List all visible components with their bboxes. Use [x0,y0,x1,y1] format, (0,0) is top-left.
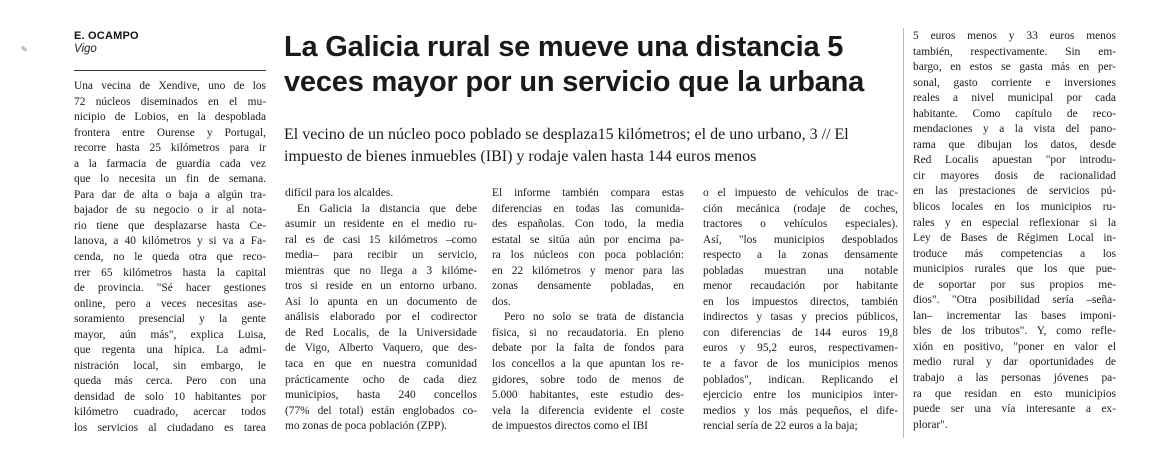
text-line: mendaciones y a la vista del pano- [913,123,1116,136]
text-line: dios". "Otra posibilidad sería –seña- [913,294,1116,307]
text-line: prácticamente ocho de cada diez [285,373,477,386]
text-line: tros si reside en un entorno urbano. [285,280,477,293]
article-column-5 [913,29,1116,433]
text-line: lan– incrementar las bases imponi- [913,309,1116,322]
text-line: online, pero a veces necesitas ase- [74,297,266,310]
text-line: trabajo a las personas jóvenes pa- [913,372,1116,385]
text-line: indirectos y tasas y precios públicos, [703,311,898,324]
text-line: lanova, a 40 kilómetros y si va a Fa- [74,235,266,248]
byline [74,30,264,55]
author-name: E. OCAMPO [74,30,139,42]
text-line: mayor, aún más", explica Luisa, [74,328,266,341]
text-line: En Galicia la distancia que debe [297,202,477,215]
text-line: Pero no solo se trata de distancia [504,311,684,324]
text-line: análisis elaborado por el codirector [285,311,477,324]
text-line: mo zonas de poca población (ZPP). [285,420,447,433]
subheadline: El vecino de un núcleo poco poblado se desplaza15 kilómetros; el de uno urbano, 3 // El impuesto de bienes inmuebles (IBI) y rodaje valen hasta 144 euros menos [284,126,849,165]
text-line: también, respectivamente. Sin em- [913,45,1116,58]
text-line: que regenta una hípica. La admi- [74,344,266,357]
text-line: estatal se sitúa aún por encima pa- [492,233,684,246]
text-line: Una vecina de Xendive, uno de los [74,80,266,92]
text-line: ra los núcleos con poca población: [492,249,684,262]
text-line: bajador de su negocio o ir al nota- [74,204,266,217]
text-line: recorre hasta 25 kilómetros para ir [74,142,266,155]
text-line: El informe también compara estas [492,187,684,199]
text-line: zonas densamente pobladas, en [492,280,684,293]
article-column-1 [74,79,266,437]
text-line: con diferencias de 144 euros 19,8 [703,326,898,339]
text-line: a la farmacia de guardia cada vez [74,157,266,170]
text-line: te a favor de los municipios menos [703,358,898,371]
text-line: en las prestaciones de servicios pú- [913,185,1116,198]
text-line: ra que residan en esto municipios [913,387,1116,400]
text-line: de impuestos directos como el IBI [492,420,648,433]
text-line: queda más cerca. Pero con una [74,375,266,388]
text-line: frontera entre Ourense y Portugal, [74,126,266,139]
text-line: sonal, gasto corriente e inversiones [913,76,1116,89]
text-line: bargo, en estos se gasta más en per- [913,61,1116,74]
text-line: des españolas. Con todo, la media [492,218,684,231]
article-column-2 [285,186,477,435]
article-column-4 [703,186,898,435]
text-line: 5.000 habitantes, este estudio des- [492,389,684,402]
text-line: (77% del total) están englobados co- [285,404,477,417]
text-line: rencial sería de 22 euros a la baja; [703,420,858,433]
text-line: Así lo apunta en un documento de [285,295,477,308]
column-divider [903,28,904,438]
text-line: rama que dibujan los datos, desde [913,138,1116,151]
text-line: de soportar por sus propios me- [913,278,1116,291]
text-line: pobladas muestran una notable [703,264,898,277]
text-line: soramiento presencial y la gente [74,313,266,326]
text-line: mientras que no llega a 3 kilóme- [285,264,477,277]
text-line: troduce más competencias a los [913,247,1116,260]
text-line: plorar". [913,418,948,431]
text-line: bles de los tributos". Y, como refle- [913,325,1116,338]
text-line: medios y los más pequeños, el dife- [703,404,898,417]
article-column-3 [492,186,684,435]
text-line: euros y 95,2 euros, respectivamen- [703,342,898,355]
text-line: ción mecánica (rodaje de coches, [703,202,898,215]
text-line: Ley de Bases de Régimen Local in- [913,232,1116,245]
text-line: dos. [492,295,511,308]
text-line: reales a nivel municipal por cada [913,92,1116,105]
text-line: asumir un residente en el medio ru- [285,218,477,231]
text-line: ejercicio entre los municipios inter- [703,389,898,402]
text-line: de provincia. "Sé hacer gestiones [74,282,266,295]
text-line: densidad de solo 10 habitantes por [74,390,266,403]
text-line: Red Localis apuestan "por introdu- [913,154,1116,167]
text-line: taca en que en nuestra comunidad [285,358,477,371]
text-line: nistración local, sin embargo, le [74,359,266,372]
text-line: 5 euros menos y 33 euros menos [913,30,1116,42]
text-line: debate por la falta de fondos para [492,342,684,355]
text-line: Para dar de alta o baja a algún tra- [74,188,266,201]
text-line: en los impuestos directos, también [703,295,898,308]
text-line: Así, "los municipios despoblados [703,233,898,246]
text-line: gidores, sobre todo de menos de [492,373,684,386]
text-line: rio tiene que desplazarse hasta Ce- [74,219,266,232]
text-line: los servicios al ciudadano es tarea [74,422,266,435]
text-line: de Red Localis, de la Universidade [285,326,477,339]
text-line: ral es de casi 15 kilómetros –como [285,233,477,246]
text-line: física, si no recaudatoria. En pleno [492,326,684,339]
text-line: en 22 kilómetros y menor para las [492,264,684,277]
text-line: rales y en especial reflexionar si la [913,216,1116,229]
text-line: de Vigo, Alberto Vaquero, que des- [285,342,477,355]
text-line: 72 núcleos diseminados en el mu- [74,95,266,108]
text-line: o el impuesto de vehículos de trac- [703,187,898,199]
text-line: cir mayores dosis de racionalidad [913,169,1116,182]
margin-mark: ✎ [21,45,28,54]
text-line: media– para recibir un servicio, [285,249,477,262]
text-line: diferencias en todas las comunida- [492,202,684,215]
text-line: poblados", indican. Replicando el [703,373,898,386]
byline-rule [74,70,266,71]
text-line: kilómetro cuadrado, acercar todos [74,406,266,419]
headline: La Galicia rural se mueve una distancia 5 veces mayor por un servicio que la urbana [284,31,865,98]
text-line: menor recaudación por habitante [703,280,898,293]
text-line: municipios, hasta 240 concellos [285,389,477,402]
text-line: rrer 65 kilómetros hasta la capital [74,266,266,279]
text-line: nicipio de Lobios, en la despoblada [74,111,266,124]
text-line: los concellos a la que apuntan los re- [492,358,684,371]
text-line: municipios rurales que los que pue- [913,263,1116,276]
text-line: vela la diferencia evidente el coste [492,404,684,417]
text-line: habitante. Como capítulo de reco- [913,107,1116,120]
text-line: difícil para los alcaldes. [285,187,394,199]
text-line: que lo necesita un fin de semana. [74,173,266,186]
text-line: cenda, no le queda otra que reco- [74,251,266,264]
text-line: respecto a la zonas densamente [703,249,898,262]
dateline-place: Vigo [74,43,97,55]
text-line: blicos locales en los municipios ru- [913,201,1116,214]
text-line: xión en positivo, "poner en valor el [913,340,1116,353]
text-line: puede ser una vía interesante a ex- [913,403,1116,416]
text-line: tractores o vehículos especiales). [703,218,898,231]
text-line: medio rural y dar oportunidades de [913,356,1116,369]
